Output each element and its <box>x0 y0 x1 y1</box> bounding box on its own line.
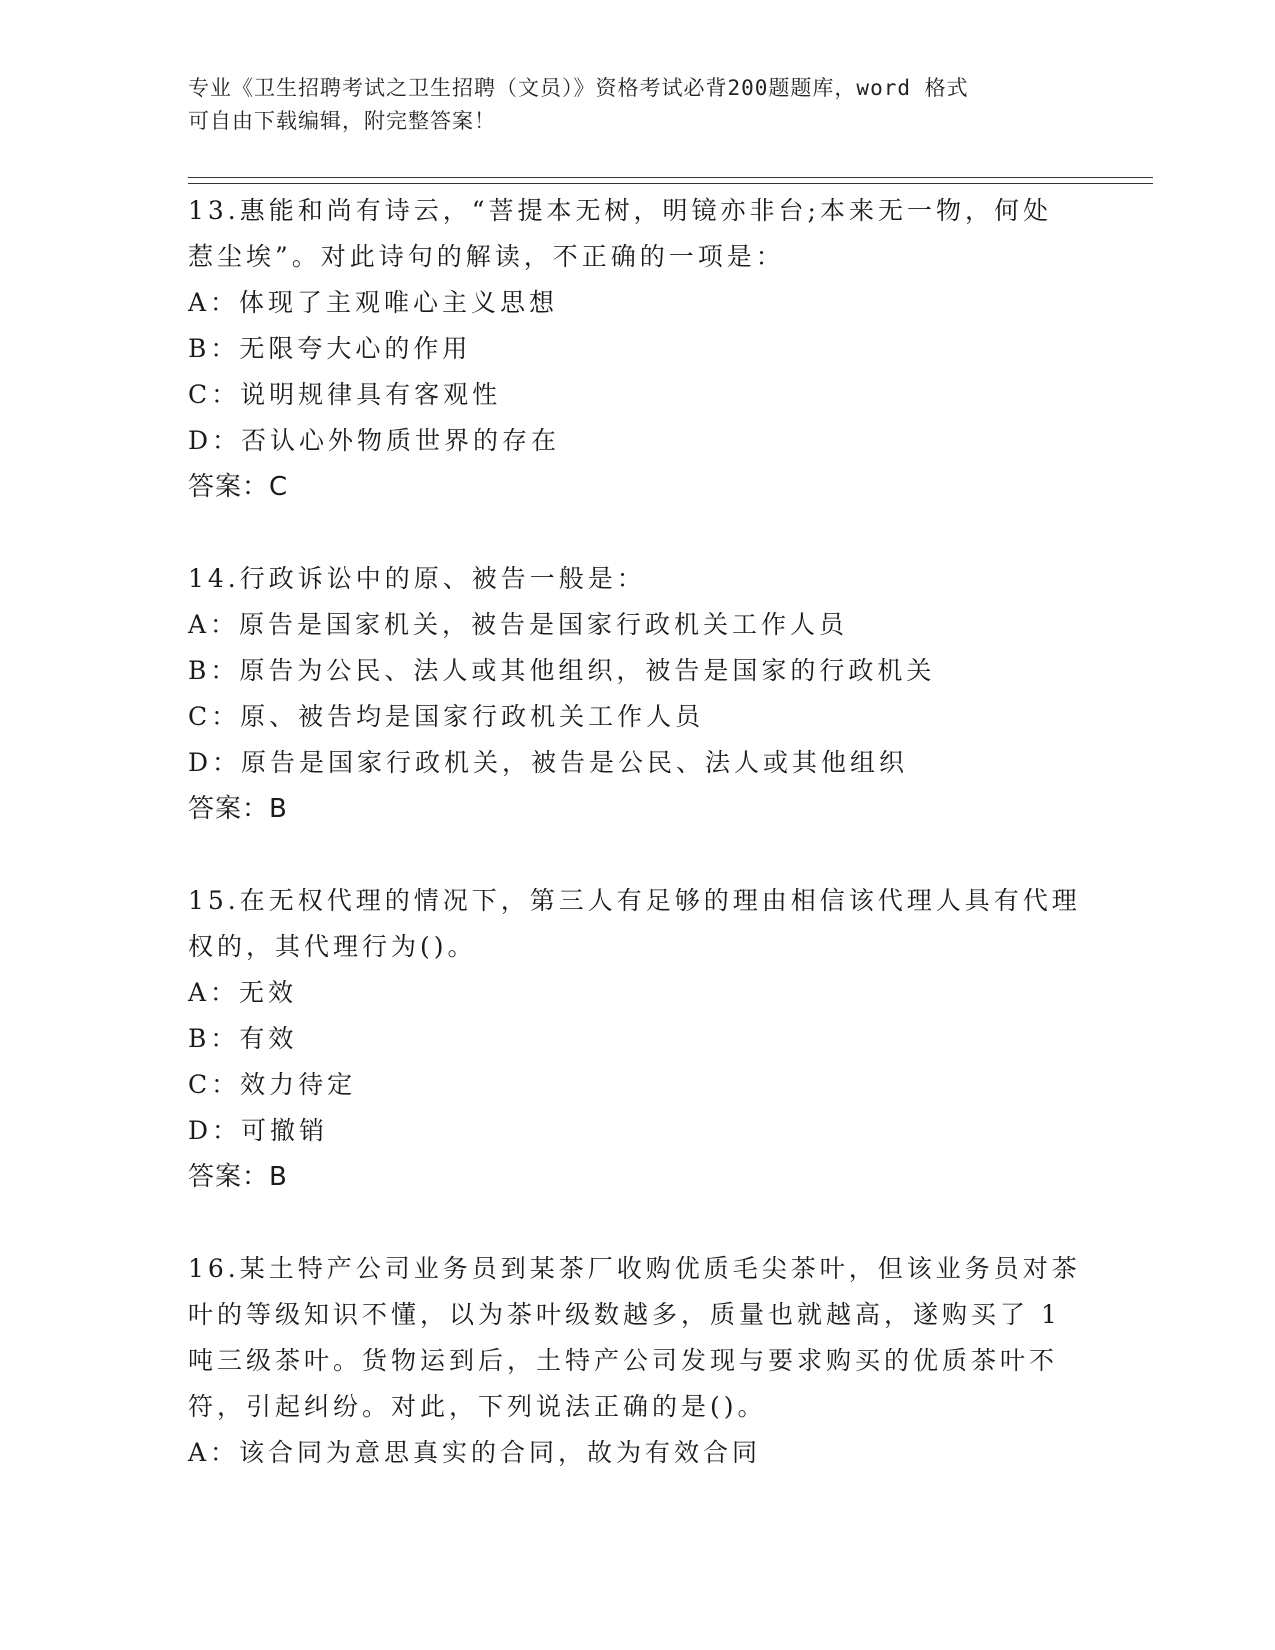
option-a: A：该合同为意思真实的合同，故为有效合同 <box>188 1438 762 1467</box>
question-stem-line: 惹尘埃”。对此诗句的解读，不正确的一项是： <box>188 242 785 271</box>
option-a: A：原告是国家机关，被告是国家行政机关工作人员 <box>188 610 849 639</box>
option-d: D：否认心外物质世界的存在 <box>188 426 561 455</box>
option-a: A：体现了主观唯心主义思想 <box>188 288 559 317</box>
option-c: C：原、被告均是国家行政机关工作人员 <box>188 702 705 731</box>
answer-line: 答案：C <box>188 472 289 502</box>
option-d: D：原告是国家行政机关，被告是公民、法人或其他组织 <box>188 748 909 777</box>
question-stem-line: 13.惠能和尚有诗云，“菩提本无树，明镜亦非台;本来无一物，何处 <box>188 196 1052 225</box>
option-d: D：可撤销 <box>188 1116 329 1145</box>
option-b: B：无限夸大心的作用 <box>188 334 472 363</box>
question-stem-line: 16.某土特产公司业务员到某茶厂收购优质毛尖茶叶，但该业务员对茶 <box>188 1254 1081 1283</box>
header-line-2: 可自由下载编辑，附完整答案！ <box>188 109 496 133</box>
header-divider-bottom <box>188 183 1153 184</box>
question-13 <box>188 188 1088 510</box>
answer-line: 答案：B <box>188 794 288 824</box>
question-14 <box>188 556 1088 832</box>
header-line-1: 专业《卫生招聘考试之卫生招聘（文员）》资格考试必背200题题库，word 格式 <box>188 76 969 100</box>
question-stem-line: 吨三级茶叶。货物运到后，土特产公司发现与要求购买的优质茶叶不 <box>188 1346 1059 1375</box>
question-stem-line: 权的，其代理行为()。 <box>188 932 477 961</box>
document-header <box>188 72 1068 138</box>
option-c: C：说明规律具有客观性 <box>188 380 502 409</box>
option-c: C：效力待定 <box>188 1070 357 1099</box>
question-stem-line: 14.行政诉讼中的原、被告一般是： <box>188 564 646 593</box>
answer-line: 答案：B <box>188 1162 288 1192</box>
question-16 <box>188 1246 1088 1476</box>
option-b: B：有效 <box>188 1024 298 1053</box>
option-b: B：原告为公民、法人或其他组织，被告是国家的行政机关 <box>188 656 936 685</box>
question-stem-line: 叶的等级知识不懂，以为茶叶级数越多，质量也就越高，遂购买了 1 <box>188 1300 1061 1329</box>
question-stem-line: 15.在无权代理的情况下，第三人有足够的理由相信该代理人具有代理 <box>188 886 1081 915</box>
question-list <box>188 188 1088 1476</box>
option-a: A：无效 <box>188 978 298 1007</box>
header-divider-top <box>188 177 1153 178</box>
question-stem-line: 符，引起纠纷。对此，下列说法正确的是()。 <box>188 1392 767 1421</box>
question-15 <box>188 878 1088 1200</box>
